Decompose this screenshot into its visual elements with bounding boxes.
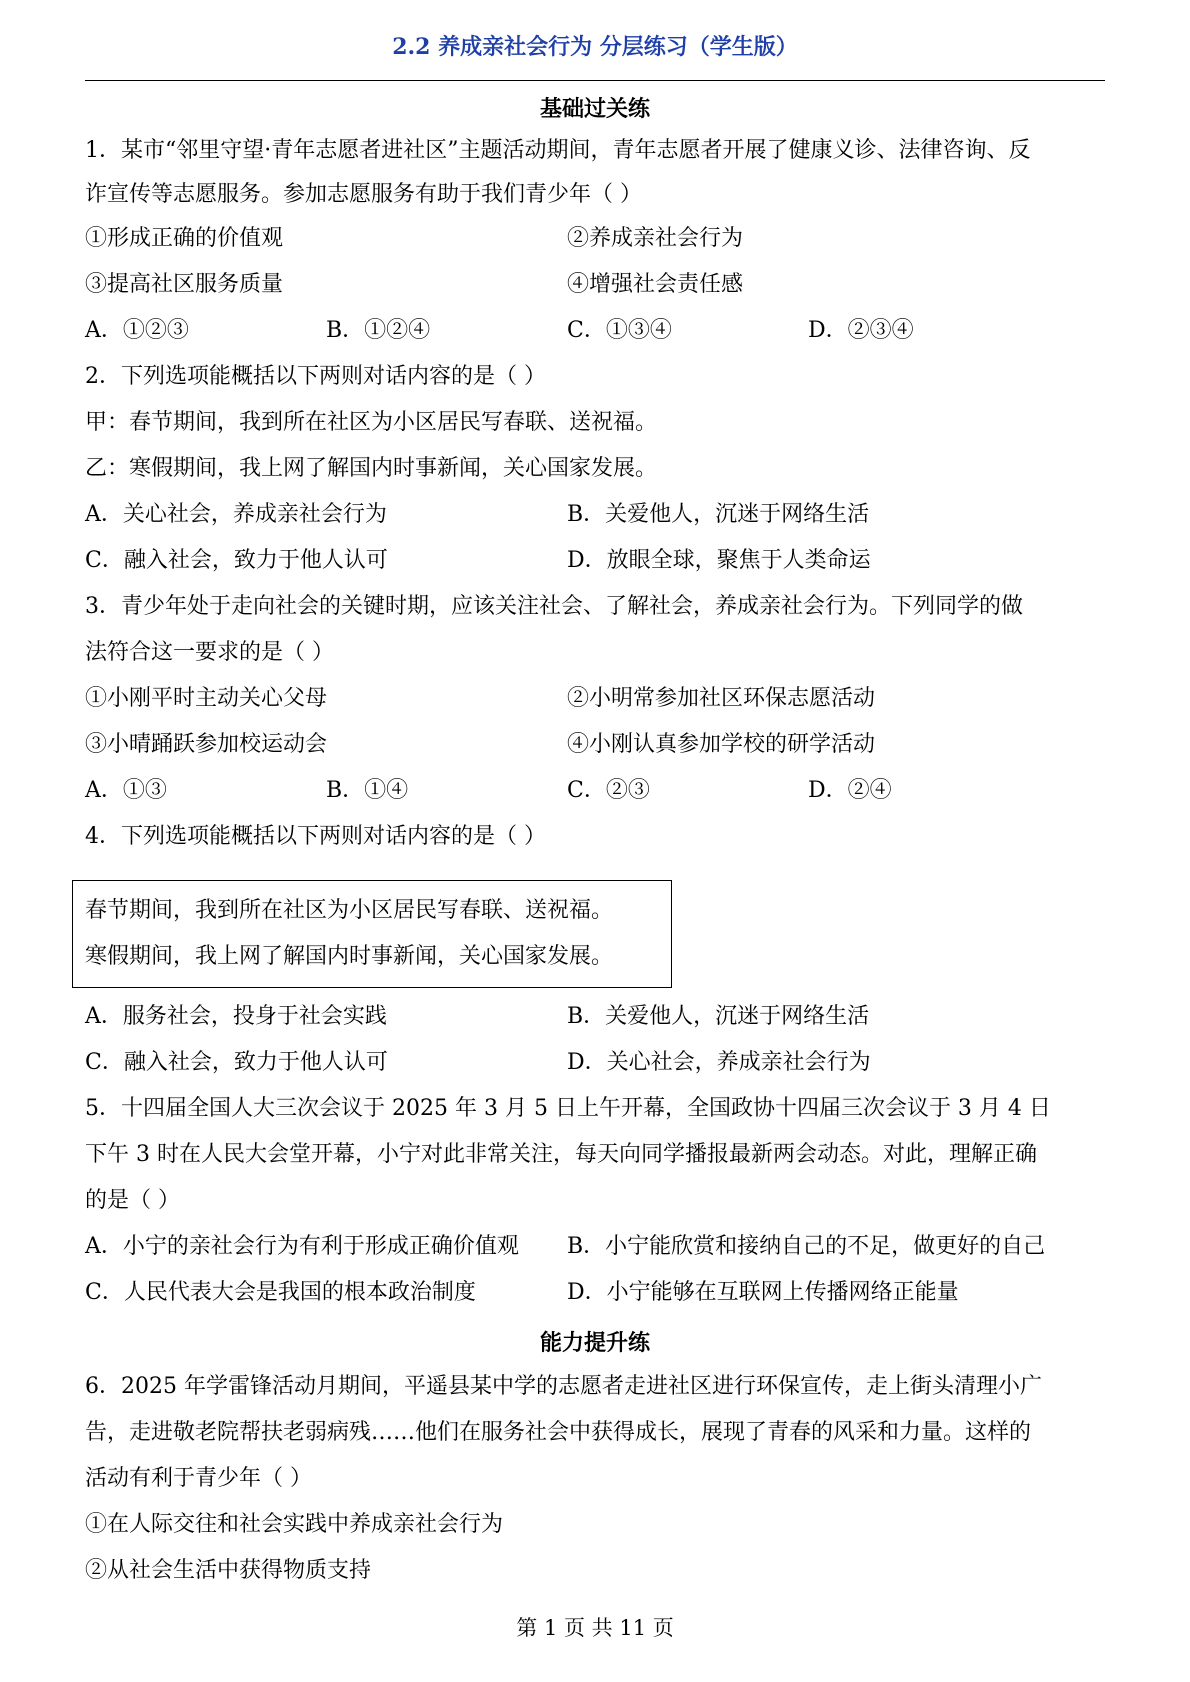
q5-stem-line-1: 5．十四届全国人大三次会议于 2025 年 3 月 5 日上午开幕，全国政协十四届三次会议于 3 月 4 日 [85, 1096, 1051, 1121]
q5-option-b[interactable]: B．小宁能欣赏和接纳自己的不足，做更好的自己 [567, 1234, 1046, 1259]
section-heading-advanced: 能力提升练 [539, 1330, 650, 1356]
q3-item-1: ①小刚平时主动关心父母 [85, 686, 328, 711]
q3-option-b[interactable]: B．①④ [326, 778, 409, 803]
q3-item-3: ③小晴踊跃参加校运动会 [85, 732, 328, 757]
q6-stem-line-1: 6．2025 年学雷锋活动月期间，平遥县某中学的志愿者走进社区进行环保宣传，走上街头清理小广 [85, 1374, 1042, 1399]
q4-option-c[interactable]: C．融入社会，致力于他人认可 [85, 1050, 388, 1075]
q4-option-d[interactable]: D．关心社会，养成亲社会行为 [567, 1050, 871, 1075]
q2-stem-line-1: 2．下列选项能概括以下两则对话内容的是（ ） [85, 364, 546, 389]
q2-dialogue-jia: 甲：春节期间，我到所在社区为小区居民写春联、送祝福。 [85, 410, 658, 435]
q1-option-a[interactable]: A．①②③ [85, 318, 189, 343]
q2-option-d[interactable]: D．放眼全球，聚焦于人类命运 [567, 548, 871, 573]
page-footer: 第 1 页 共 11 页 [516, 1616, 674, 1640]
q5-option-a[interactable]: A．小宁的亲社会行为有利于形成正确价值观 [85, 1234, 519, 1259]
q3-option-d[interactable]: D．②④ [808, 778, 892, 803]
q3-stem-line-1: 3．青少年处于走向社会的关键时期，应该关注社会、了解社会，养成亲社会行为。下列同学的做 [85, 594, 1024, 619]
q4-option-a[interactable]: A．服务社会，投身于社会实践 [85, 1004, 387, 1029]
q1-option-c[interactable]: C．①③④ [567, 318, 672, 343]
document-title: 2.2 养成亲社会行为 分层练习（学生版） [392, 34, 798, 60]
q3-stem-line-2: 法符合这一要求的是（ ） [85, 640, 334, 665]
title-divider [85, 80, 1105, 81]
q6-item-1: ①在人际交往和社会实践中养成亲社会行为 [85, 1512, 504, 1537]
q3-option-c[interactable]: C．②③ [567, 778, 650, 803]
q6-stem-line-2: 告，走进敬老院帮扶老弱病残……他们在服务社会中获得成长，展现了青春的风采和力量。这样的 [85, 1420, 1032, 1445]
q1-option-d[interactable]: D．②③④ [808, 318, 914, 343]
q1-stem-line-2: 诈宣传等志愿服务。参加志愿服务有助于我们青少年（ ） [85, 182, 642, 207]
q6-stem-line-3: 活动有利于青少年（ ） [85, 1466, 312, 1491]
q2-option-a[interactable]: A．关心社会，养成亲社会行为 [85, 502, 387, 527]
q3-option-a[interactable]: A．①③ [85, 778, 167, 803]
q1-stem-line-1: 1．某市“邻里守望·青年志愿者进社区”主题活动期间，青年志愿者开展了健康义诊、法律咨询、反 [85, 138, 1031, 163]
section-heading-basic: 基础过关练 [539, 96, 650, 122]
q5-option-c[interactable]: C．人民代表大会是我国的根本政治制度 [85, 1280, 476, 1305]
q4-option-b[interactable]: B．关爱他人，沉迷于网络生活 [567, 1004, 870, 1029]
q6-item-2: ②从社会生活中获得物质支持 [85, 1558, 372, 1583]
q2-option-b[interactable]: B．关爱他人，沉迷于网络生活 [567, 502, 870, 527]
q3-item-4: ④小刚认真参加学校的研学活动 [567, 732, 876, 757]
q1-item-4: ④增强社会责任感 [567, 272, 744, 297]
q2-dialogue-yi: 乙：寒假期间，我上网了解国内时事新闻，关心国家发展。 [85, 456, 658, 481]
q1-item-1: ①形成正确的价值观 [85, 226, 284, 251]
q5-stem-line-3: 的是（ ） [85, 1188, 180, 1213]
q2-option-c[interactable]: C．融入社会，致力于他人认可 [85, 548, 388, 573]
q1-item-2: ②养成亲社会行为 [567, 226, 744, 251]
q4-box-line-1: 春节期间，我到所在社区为小区居民写春联、送祝福。 [85, 898, 614, 923]
q4-stem-line-1: 4．下列选项能概括以下两则对话内容的是（ ） [85, 824, 546, 849]
q5-option-d[interactable]: D．小宁能够在互联网上传播网络正能量 [567, 1280, 959, 1305]
q5-stem-line-2: 下午 3 时在人民大会堂开幕，小宁对此非常关注，每天向同学播报最新两会动态。对此，理解正确 [85, 1142, 1037, 1167]
q4-box-line-2: 寒假期间，我上网了解国内时事新闻，关心国家发展。 [85, 944, 614, 969]
q1-option-b[interactable]: B．①②④ [326, 318, 431, 343]
q1-item-3: ③提高社区服务质量 [85, 272, 284, 297]
q3-item-2: ②小明常参加社区环保志愿活动 [567, 686, 876, 711]
